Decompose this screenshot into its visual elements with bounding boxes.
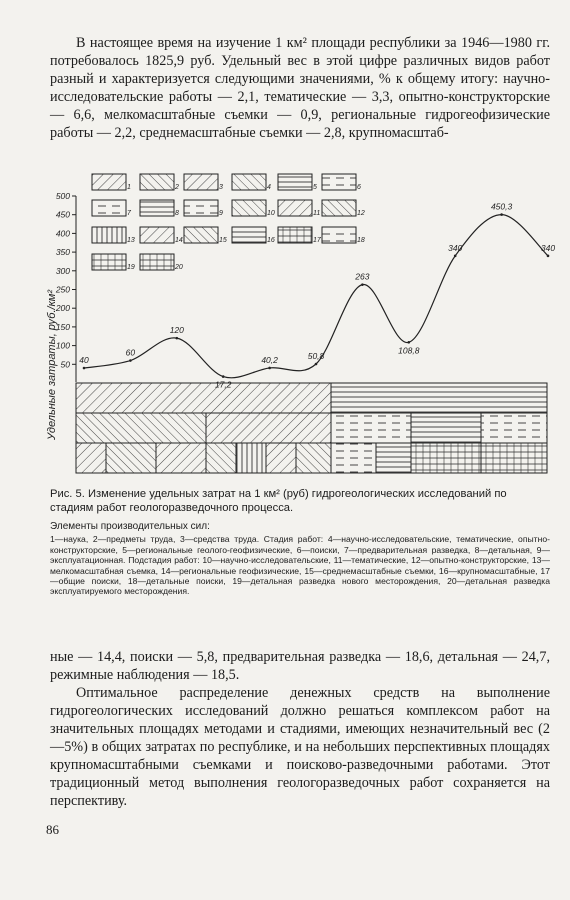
y-tick-label: 450 xyxy=(55,209,70,220)
data-point xyxy=(547,255,550,258)
legend-number: 16 xyxy=(267,237,275,244)
y-axis-label: Удельные затраты, руб./км² xyxy=(46,290,58,440)
legend-swatch-2 xyxy=(140,174,174,190)
data-point xyxy=(361,283,364,286)
legend-swatch-20 xyxy=(140,254,174,270)
stage-diagram xyxy=(76,383,547,473)
legend-swatch-6 xyxy=(322,174,356,190)
y-tick-label: 150 xyxy=(55,321,70,332)
data-label: 340 xyxy=(540,242,556,253)
legend-swatch-7 xyxy=(92,200,126,216)
legend-number: 13 xyxy=(127,237,135,244)
legend-swatch-15 xyxy=(184,227,218,243)
stage-cell-11 xyxy=(481,443,547,473)
y-tick-label: 100 xyxy=(55,340,70,351)
paragraph-top-text: В настоящее время на изучение 1 км² площади республики за 1946—1980 гг. потребовалось 1825,9 руб. Удельный вес в этой цифре различных видов работ разный и характеризуется следующими значениями, % к общему итогу: научно-исследовательские работы — 2,1, тематические — 3,3, опытно-конструкторские — 6,6, мелкомасштабные съемки — 0,9, региональные гидрогеофизические работы — 2,2, среднемасштабные съемки — 2,8, крупномасштаб- xyxy=(50,35,550,141)
legend-swatch-11 xyxy=(278,200,312,216)
data-point xyxy=(83,367,86,370)
legend-number: 10 xyxy=(267,210,275,217)
data-point xyxy=(500,213,503,216)
data-label: 450,3 xyxy=(490,201,513,212)
legend-number: 20 xyxy=(175,264,183,271)
legend-text: 1—наука, 2—предметы труда, 3—средства труда. Стадия работ: 4—научно-исследовательские, тематические, опытно-конструкторские, 5—региональные геолого-геофизические, 6—поиски, 7—предварительная разведка, 8—детальная, 9—эксплуатационная. Подстадия работ: 10—научно-исследовательские, 11—тематические, 12—опытно-конструкторские, 13—мелкомасштабная съемка, 14—региональные геофизические, 15—среднемасштабные съемки, 16—крупномасштабные, 17—общие поиски, 18—детальные поиски, 19—детальная разведка нового месторождения, 20—детальная разведка эксплуатируемого месторождения. xyxy=(50,534,550,597)
legend-swatch-5 xyxy=(278,174,312,190)
stage-cell-2 xyxy=(106,443,156,473)
paragraph-bottom-1: ные — 14,4, поиски — 5,8, предварительная разведка — 18,6, детальная — 24,7, режимные наблюдения — 18,5. xyxy=(50,649,550,683)
legend-number: 3 xyxy=(219,184,223,191)
stage-row-1-left xyxy=(76,383,331,413)
data-label: 108,8 xyxy=(398,345,420,356)
legend-swatch-16 xyxy=(232,227,266,243)
stage-cell-3 xyxy=(156,443,206,473)
y-tick-label: 350 xyxy=(55,247,70,258)
legend-number: 2 xyxy=(175,184,179,191)
legend-swatch-8 xyxy=(140,200,174,216)
data-label: 340 xyxy=(448,242,463,253)
legend-swatch-14 xyxy=(140,227,174,243)
y-tick-label: 500 xyxy=(55,191,70,201)
stage-cell-10 xyxy=(411,443,481,473)
legend-swatch-18 xyxy=(322,227,356,243)
legend-number: 8 xyxy=(175,210,179,217)
legend-swatch-19 xyxy=(92,254,126,270)
stage-row-2-e xyxy=(481,413,547,443)
legend-number: 19 xyxy=(127,264,135,271)
legend-number: 18 xyxy=(357,237,365,244)
stage-cell-8 xyxy=(331,443,376,473)
stage-cell-6 xyxy=(266,443,296,473)
legend-swatch-17 xyxy=(278,227,312,243)
legend-number: 15 xyxy=(219,237,227,244)
stage-cell-4 xyxy=(206,443,236,473)
legend xyxy=(92,174,365,271)
legend-heading: Элементы производительных сил: xyxy=(50,521,210,532)
paragraph-bottom-2-text: Оптимальное распределение денежных средств на выполнение гидрогеологических исследований должно решаться комплексом работ на значительных площадях методами и стадиями, имеющих незначительный вес (2—5%) в общих затратах по республике, и на небольших перспективных площадях крупномасштабными съемками и поисково-разведочными работами. Этот традиционный метод выполнения геологоразведочных работ сохраняется на перспективу. xyxy=(50,685,550,809)
stage-cell-1 xyxy=(76,443,106,473)
stage-row-2-a xyxy=(76,413,206,443)
data-label: 60 xyxy=(125,347,136,358)
legend-description xyxy=(50,522,550,597)
figure-caption: Рис. 5. Изменение удельных затрат на 1 км² (руб) гидрогеологических исследований по стадиям работ геологоразведочного процесса. xyxy=(50,488,507,514)
legend-number: 17 xyxy=(313,237,321,244)
data-point xyxy=(268,367,271,370)
stage-cell-7 xyxy=(296,443,331,473)
stage-row-2-c xyxy=(331,413,411,443)
legend-swatch-13 xyxy=(92,227,126,243)
legend-number: 9 xyxy=(219,210,223,217)
legend-number: 5 xyxy=(313,184,317,191)
legend-number: 1 xyxy=(127,184,131,191)
paragraph-bottom-2 xyxy=(50,684,550,810)
legend-number: 11 xyxy=(313,210,321,217)
data-point xyxy=(129,359,132,362)
legend-number: 7 xyxy=(127,210,131,217)
legend-swatch-9 xyxy=(184,200,218,216)
stage-row-2-b xyxy=(206,413,331,443)
legend-number: 6 xyxy=(357,184,361,191)
y-tick-label: 50 xyxy=(60,359,70,370)
data-point xyxy=(454,255,457,258)
page-number: 86 xyxy=(46,822,59,837)
data-label: 40,2 xyxy=(261,354,278,365)
data-label: 40 xyxy=(79,355,89,366)
y-tick-label: 300 xyxy=(55,265,70,276)
stage-row-1-right xyxy=(331,383,547,413)
legend-swatch-10 xyxy=(232,200,266,216)
data-point xyxy=(222,375,225,378)
legend-swatch-1 xyxy=(92,174,126,190)
y-tick-label: 400 xyxy=(55,228,70,239)
legend-swatch-12 xyxy=(322,200,356,216)
legend-number: 14 xyxy=(175,237,183,244)
y-tick-label: 200 xyxy=(55,303,70,314)
data-label: 120 xyxy=(169,325,184,336)
stage-cell-9 xyxy=(376,443,411,473)
stage-row-2-d xyxy=(411,413,481,443)
data-label: 50,8 xyxy=(307,351,325,362)
data-label: 263 xyxy=(355,271,370,282)
data-point xyxy=(315,363,318,366)
legend-number: 4 xyxy=(267,184,271,191)
data-point xyxy=(408,341,411,344)
data-point xyxy=(176,337,179,340)
legend-number: 12 xyxy=(357,210,365,217)
y-tick-label: 250 xyxy=(55,284,70,295)
stage-cell-5 xyxy=(236,443,266,473)
legend-swatch-4 xyxy=(232,174,266,190)
legend-swatch-3 xyxy=(184,174,218,190)
